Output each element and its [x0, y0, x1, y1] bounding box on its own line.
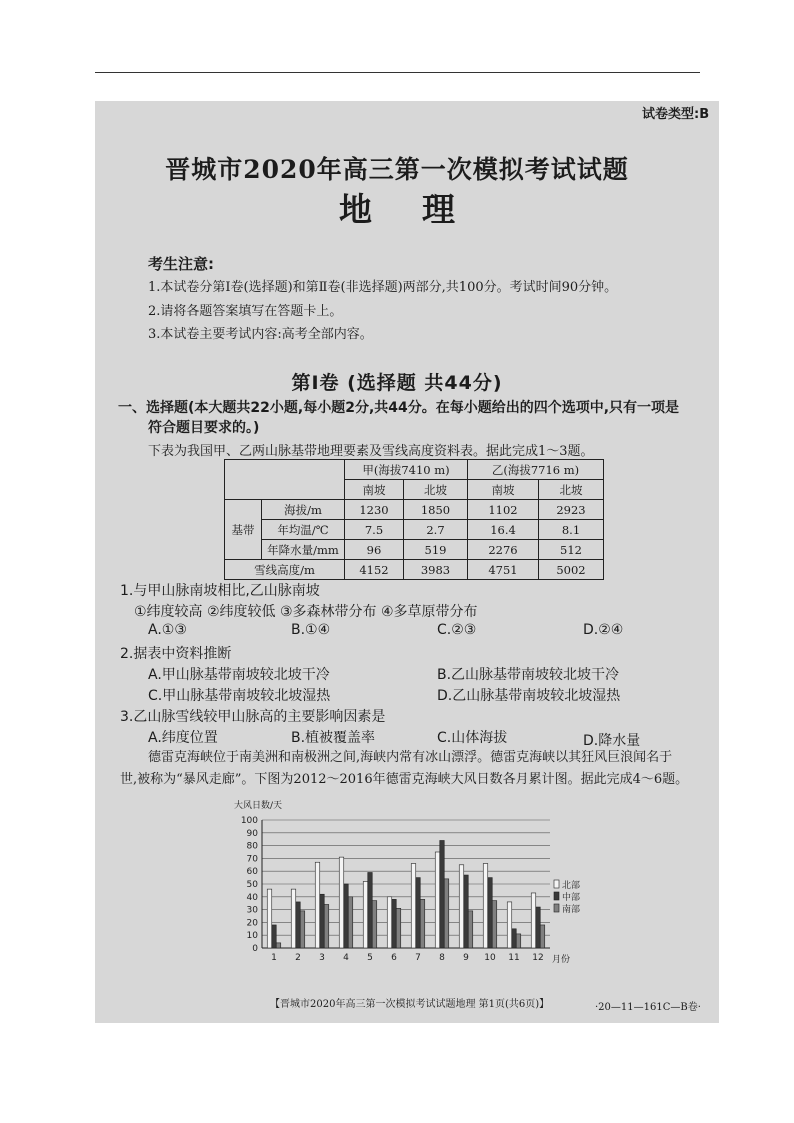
legend-label: 中部 [562, 893, 581, 903]
bar-南部 [276, 943, 281, 948]
x-tick-label: 10 [484, 953, 496, 963]
exam-title: 晋城市2020年高三第一次模拟考试试题 [165, 155, 629, 184]
bar-中部 [392, 899, 397, 948]
y-axis-label: 大风日数/天 [234, 801, 283, 811]
table-cell: 96 [345, 540, 404, 560]
q2-option-a: A.甲山脉基带南坡较北坡干冷 [148, 667, 330, 683]
bar-北部 [507, 902, 512, 948]
q3-option-c: C.山体海拔 [437, 730, 508, 746]
q2-option-d: D.乙山脉基带南坡较北坡湿热 [437, 688, 621, 704]
notice-item: 2.请将各题答案填写在答题卡上。 [148, 304, 343, 319]
mountain-header: 乙(海拔7716 m) [468, 460, 604, 480]
x-tick-label: 6 [391, 953, 397, 963]
bar-北部 [315, 862, 320, 948]
table-cell: 3983 [404, 560, 468, 580]
drake-intro-line2: 世,被称为“暴风走廊”。下图为2012～2016年德雷克海峡大风日数各月累计图。据此完成4～6题。 [120, 772, 689, 787]
table-cell: 4751 [468, 560, 539, 580]
bar-南部 [396, 908, 401, 948]
bar-中部 [320, 894, 325, 948]
y-tick-label: 50 [246, 880, 258, 890]
row-label: 年均温/℃ [262, 520, 345, 540]
y-tick-label: 60 [246, 867, 258, 878]
legend-swatch [554, 904, 559, 912]
bar-北部 [483, 864, 488, 948]
paper-type-label: 试卷类型:B [642, 107, 710, 122]
bar-南部 [372, 901, 377, 948]
wind-days-chart [230, 785, 600, 975]
q1-option-a: A.①③ [148, 622, 187, 638]
x-tick-label: 5 [367, 953, 373, 963]
bar-南部 [348, 897, 353, 948]
bar-南部 [420, 899, 425, 948]
mountain-header: 甲(海拔7410 m) [345, 460, 468, 480]
legend-swatch [554, 880, 559, 888]
top-rule [95, 72, 700, 73]
x-tick-label: 9 [463, 953, 469, 963]
q1-option-d: D.②④ [583, 622, 624, 638]
y-tick-label: 40 [246, 892, 258, 903]
bar-北部 [339, 857, 344, 948]
x-tick-label: 3 [319, 953, 325, 963]
bar-北部 [363, 881, 368, 948]
notice-heading: 考生注意: [148, 255, 214, 273]
legend-label: 南部 [562, 905, 581, 915]
x-tick-label: 1 [271, 953, 277, 963]
bar-北部 [531, 893, 536, 948]
subject-title: 地理 [339, 190, 505, 229]
bar-北部 [387, 897, 392, 948]
table-cell: 1102 [468, 500, 539, 520]
bar-南部 [540, 925, 545, 948]
x-tick-label: 4 [343, 953, 349, 963]
table-cell: 2276 [468, 540, 539, 560]
group-label: 基带 [225, 500, 262, 560]
question-1-stem: 1.与甲山脉南坡相比,乙山脉南坡 [120, 583, 320, 599]
row-label: 年降水量/mm [262, 540, 345, 560]
bar-南部 [444, 879, 449, 948]
legend-swatch [554, 892, 559, 900]
table-cell: 16.4 [468, 520, 539, 540]
bar-中部 [368, 872, 373, 948]
q3-option-d: D.降水量 [583, 733, 641, 749]
bar-南部 [492, 901, 497, 948]
bar-中部 [440, 840, 445, 948]
q1-option-c: C.②③ [437, 622, 477, 638]
y-tick-label: 10 [246, 931, 258, 942]
table-cell: 1230 [345, 500, 404, 520]
bar-北部 [291, 889, 296, 948]
table-cell: 512 [539, 540, 604, 560]
q2-option-c: C.甲山脉基带南坡较北坡湿热 [148, 688, 331, 704]
slope-header: 南坡 [468, 480, 539, 500]
notice-item: 1.本试卷分第Ⅰ卷(选择题)和第Ⅱ卷(非选择题)两部分,共100分。考试时间90分钟。 [148, 280, 618, 295]
bar-南部 [468, 911, 473, 948]
x-tick-label: 7 [415, 953, 421, 963]
y-tick-label: 100 [240, 816, 258, 826]
y-tick-label: 80 [246, 841, 258, 852]
table-cell: 7.5 [345, 520, 404, 540]
slope-header: 北坡 [404, 480, 468, 500]
y-tick-label: 30 [246, 905, 258, 916]
table-cell: 1850 [404, 500, 468, 520]
row-label: 雪线高度/m [225, 560, 345, 580]
bar-北部 [267, 889, 272, 948]
question-2-stem: 2.据表中资料推断 [120, 646, 232, 662]
bar-中部 [488, 878, 493, 948]
drake-intro-line1: 德雷克海峡位于南美洲和南极洲之间,海峡内常有冰山漂浮。德雷克海峡以其狂风巨浪闻名于 [148, 750, 673, 765]
bar-中部 [344, 884, 349, 948]
q2-option-b: B.乙山脉基带南坡较北坡干冷 [437, 667, 620, 683]
footer-left: 【晋城市2020年高三第一次模拟考试试题地理 第1页(共6页)】 [270, 999, 550, 1010]
bar-南部 [324, 904, 329, 948]
bar-中部 [272, 925, 277, 948]
x-tick-label: 12 [532, 953, 544, 963]
q3-option-a: A.纬度位置 [148, 730, 218, 746]
y-tick-label: 90 [246, 828, 258, 839]
slope-header: 南坡 [345, 480, 404, 500]
bar-中部 [512, 929, 517, 948]
bar-中部 [296, 902, 301, 948]
table-corner [225, 460, 345, 500]
slope-header: 北坡 [539, 480, 604, 500]
table-cell: 2.7 [404, 520, 468, 540]
y-tick-label: 70 [246, 854, 258, 865]
table-cell: 519 [404, 540, 468, 560]
bar-中部 [416, 878, 421, 948]
row-label: 海拔/m [262, 500, 345, 520]
table-cell: 2923 [539, 500, 604, 520]
bar-北部 [459, 865, 464, 948]
bar-南部 [516, 934, 521, 948]
footer-right: ·20—11—161C—B卷· [595, 1002, 701, 1013]
table-cell: 5002 [539, 560, 604, 580]
table-intro: 下表为我国甲、乙两山脉基带地理要素及雪线高度资料表。据此完成1～3题。 [148, 444, 594, 459]
bar-中部 [464, 875, 469, 948]
x-tick-label: 2 [295, 953, 301, 963]
section-instruction: 一、选择题(本大题共22小题,每小题2分,共44分。在每小题给出的四个选项中,只有一项是 [118, 400, 680, 416]
bar-北部 [411, 864, 416, 948]
bar-中部 [536, 907, 541, 948]
x-tick-label: 11 [508, 953, 520, 963]
legend-label: 北部 [562, 881, 581, 891]
mountain-data-table [224, 459, 604, 580]
y-tick-label: 0 [252, 944, 258, 954]
q1-option-b: B.①④ [291, 622, 331, 638]
section-title: 第Ⅰ卷 (选择题 共44分) [291, 372, 503, 394]
section-instruction-cont: 符合题目要求的。) [148, 420, 260, 436]
bar-南部 [300, 911, 305, 948]
notice-item: 3.本试卷主要考试内容:高考全部内容。 [148, 327, 373, 342]
question-1-statements: ①纬度较高 ②纬度较低 ③多森林带分布 ④多草原带分布 [134, 604, 478, 620]
x-tick-label: 8 [439, 953, 445, 963]
table-cell: 8.1 [539, 520, 604, 540]
y-tick-label: 20 [246, 918, 258, 929]
x-axis-label: 月份 [552, 955, 571, 965]
table-cell: 4152 [345, 560, 404, 580]
bar-北部 [435, 852, 440, 948]
question-3-stem: 3.乙山脉雪线较甲山脉高的主要影响因素是 [120, 709, 386, 725]
q3-option-b: B.植被覆盖率 [291, 730, 376, 746]
